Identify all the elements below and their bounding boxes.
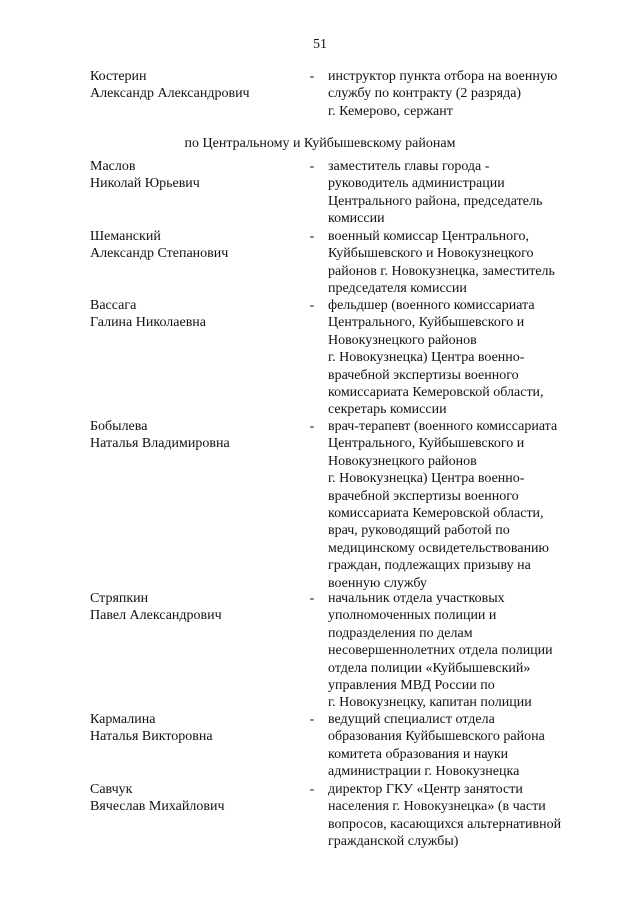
position-line: администрации г. Новокузнецка [328, 764, 520, 780]
dash: - [309, 229, 315, 244]
position-line: г. Новокузнецка) Центра военно- [328, 350, 525, 366]
position-line: управления МВД России по [328, 678, 495, 694]
dash: - [309, 591, 315, 606]
person-name [90, 297, 305, 332]
dash: - [309, 298, 315, 313]
position-line: комиссариата Кемеровской области, [328, 385, 544, 401]
position-line: г. Новокузнецку, капитан полиции [328, 695, 532, 711]
position-line: Центрального, Куйбышевского и [328, 315, 525, 331]
position [328, 68, 588, 120]
position-line: подразделения по делам [328, 625, 473, 641]
position [328, 297, 588, 419]
surname: Стряпкин [90, 591, 149, 606]
position-line: Новокузнецкого районов [328, 332, 477, 348]
position-line: вопросов, касающихся альтернативной [328, 816, 562, 832]
position-line: военную службу [328, 575, 427, 591]
given-names: Вячеслав Михайлович [90, 799, 225, 815]
surname: Кармалина [90, 712, 156, 727]
dash: - [309, 712, 315, 727]
given-names: Галина Николаевна [90, 315, 207, 331]
person-name [90, 418, 305, 453]
section-heading: по Центральному и Куйбышевскому районам [184, 136, 456, 151]
given-names: Александр Александрович [90, 86, 250, 102]
position-line: гражданской службы) [328, 834, 459, 850]
position-line: несовершеннолетних отдела полиции [328, 643, 553, 659]
position-line: службу по контракту (2 разряда) [328, 86, 522, 102]
position-line: комиссии [328, 211, 385, 227]
position-line: образования Куйбышевского района [328, 729, 545, 745]
position [328, 158, 588, 228]
position-line: начальник отдела участковых [328, 591, 505, 606]
position-line: врачебной экспертизы военного [328, 367, 519, 383]
person-name [90, 68, 305, 103]
position-line: Новокузнецкого районов [328, 453, 477, 469]
dash: - [309, 782, 315, 797]
position [328, 418, 588, 592]
surname: Савчук [90, 782, 133, 797]
position [328, 711, 588, 781]
position-line: врачебной экспертизы военного [328, 488, 519, 504]
position-line: военный комиссар Центрального, [328, 229, 529, 244]
position-line: медицинскому освидетельствованию [328, 540, 550, 556]
person-name [90, 228, 305, 263]
position [328, 228, 588, 298]
position-line: секретарь комиссии [328, 402, 447, 418]
position-line: инструктор пункта отбора на военную [328, 69, 558, 84]
position-line: районов г. Новокузнецка, заместитель [328, 263, 555, 279]
person-name [90, 590, 305, 625]
given-names: Наталья Викторовна [90, 729, 213, 745]
position-line: фельдшер (военного комиссариата [328, 298, 535, 313]
surname: Костерин [90, 69, 147, 84]
position-line: Центрального района, председатель [328, 193, 543, 209]
position-line: председателя комиссии [328, 281, 467, 297]
given-names: Александр Степанович [90, 246, 229, 262]
position-line: г. Кемерово, сержант [328, 103, 453, 119]
position [328, 781, 588, 851]
dash: - [309, 419, 315, 434]
position-line: врач, руководящий работой по [328, 523, 510, 539]
position-line: комитета образования и науки [328, 746, 509, 762]
position-line: граждан, подлежащих призыву на [328, 558, 531, 574]
position-line: заместитель главы города - [328, 159, 490, 174]
page-number: 51 [313, 37, 327, 52]
surname: Вассага [90, 298, 137, 313]
given-names: Наталья Владимировна [90, 436, 230, 452]
person-name [90, 711, 305, 746]
given-names: Павел Александрович [90, 608, 222, 624]
surname: Бобылева [90, 419, 148, 434]
position-line: директор ГКУ «Центр занятости [328, 782, 523, 797]
position-line: г. Новокузнецка) Центра военно- [328, 471, 525, 487]
given-names: Николай Юрьевич [90, 176, 200, 192]
person-name [90, 158, 305, 193]
position-line: Центрального, Куйбышевского и [328, 436, 525, 452]
position-line: врач-терапевт (военного комиссариата [328, 419, 558, 434]
position-line: Куйбышевского и Новокузнецкого [328, 246, 534, 262]
position-line: населения г. Новокузнецка» (в части [328, 799, 546, 815]
dash: - [309, 159, 315, 174]
position [328, 590, 588, 712]
surname: Маслов [90, 159, 136, 174]
position-line: руководитель администрации [328, 176, 505, 192]
position-line: отдела полиции «Куйбышевский» [328, 660, 531, 676]
dash: - [309, 69, 315, 84]
person-name [90, 781, 305, 816]
position-line: ведущий специалист отдела [328, 712, 495, 727]
surname: Шеманский [90, 229, 161, 244]
position-line: уполномоченных полиции и [328, 608, 497, 624]
position-line: комиссариата Кемеровской области, [328, 506, 544, 522]
